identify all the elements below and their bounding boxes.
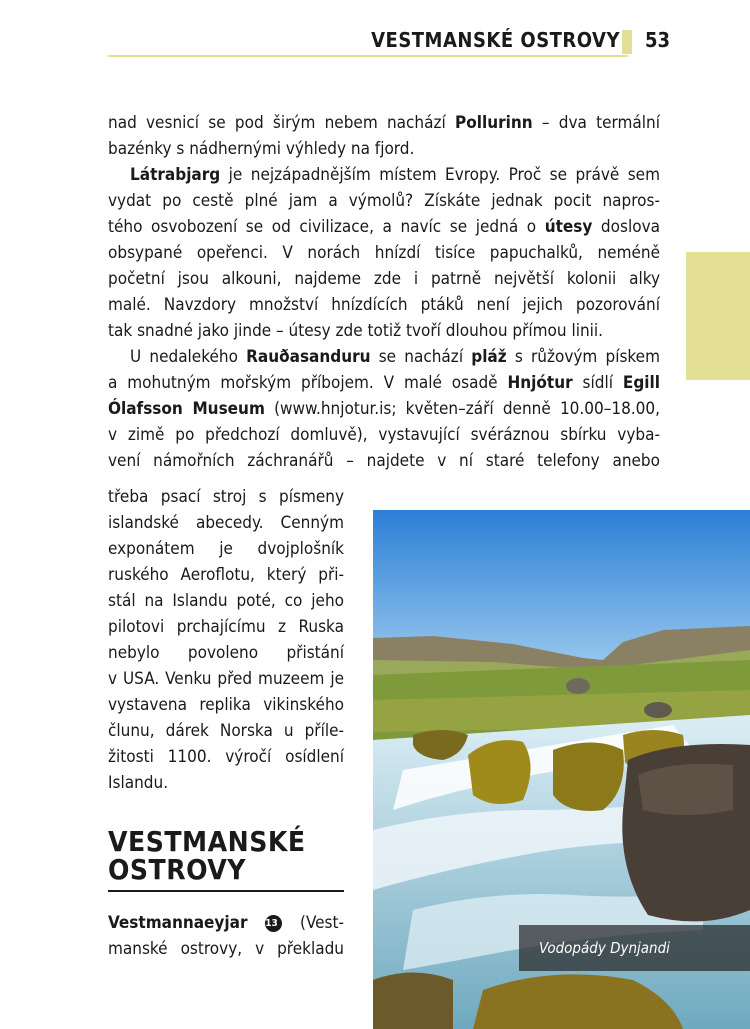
section-intro: Vestmannaeyjar 13 (Vest- manské ostrovy, v překladu <box>108 913 345 959</box>
side-thumb-tab <box>686 252 750 380</box>
page-number: 53 <box>644 28 670 52</box>
running-header-title: VESTMANSKÉ OSTROVY <box>371 28 620 52</box>
section-rule <box>108 890 344 892</box>
photo-caption: Vodopády Dynjandi <box>519 925 750 971</box>
map-number-badge: 13 <box>265 915 282 932</box>
paragraph-latrabjarg: Látrabjarg je nejzápadnějším místem Evropy. Proč se právě sem vydat po cestě plné jam a výmolů? Získáte jednak pocit napros- tého osvobození se od civilizace, a navíc se jedná o útesy doslova obsypané opeřenci. V norách hnízdí tisíce papuchalků, neméně početní jsou alkouni, najdeme zde i patrně největší kolonii alky malé. Navzdory množství hnízdících ptáků není jejich pozorování tak snadné jako jinde – útesy zde totiž tvoří dlouhou přímou linii. <box>108 165 660 341</box>
paragraph-pollurinn: nad vesnicí se pod širým nebem nachází Pollurinn – dva termální bazénky s nádhernými výhledy na fjord. <box>108 113 661 159</box>
section-heading: VESTMANSKÉ OSTROVY <box>108 825 306 886</box>
paragraph-raudasandur: U nedalekého Rauðasanduru se nachází pláž s růžovým pískem a mohutným mořským příbojem. V malé osadě Hnjótur sídlí Egill Ólafsson Museum (www.hnjotur.is; květen–září denně 10.00–18.00, v zimě po předchozí domluvě), vystavující svéráznou sbírku vyba- vení námořních záchranářů – najdete v ní staré telefony anebo <box>108 347 660 471</box>
header-accent-bar <box>622 30 632 54</box>
running-header <box>108 30 670 55</box>
body-text-narrow: třeba psací stroj s písmeny islandské abecedy. Cenným exponátem je dvojplošník ruského Aeroflotu, který při- stál na Islandu poté, co jeho pilotovi prchajícímu z Ruska nebylo povoleno přistání v USA. Venku před muzeem je vystavena replika vikinského člunu, dárek Norska u příle- žitosti 1100. výročí osídlení Islandu. <box>108 487 344 793</box>
header-rule <box>108 55 628 57</box>
body-text-top <box>108 110 660 474</box>
